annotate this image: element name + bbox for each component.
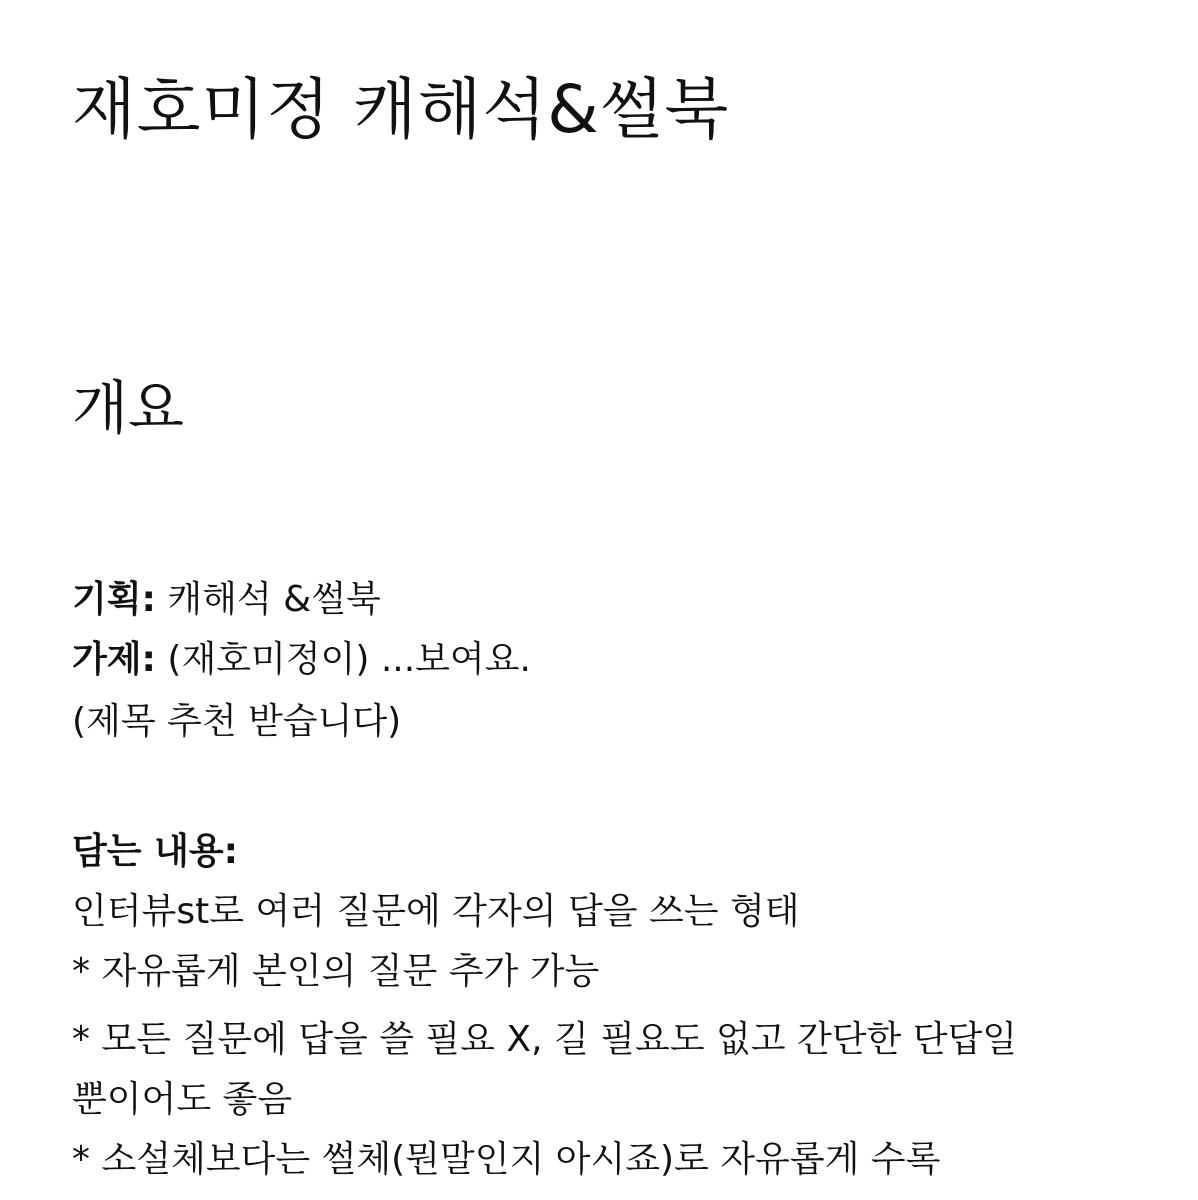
contents-line: 뿐이어도 좋음 xyxy=(72,1079,293,1120)
contents-line: * 자유롭게 본인의 질문 추가 가능 xyxy=(72,951,600,992)
plan-line xyxy=(72,574,381,626)
contents-line: * 모든 질문에 답을 쓸 필요 X, 길 필요도 없고 간단한 단답일 xyxy=(72,1019,1018,1060)
contents-label: 담는 내용: xyxy=(72,831,239,872)
document-title: 재호미정 캐해석&썰북 xyxy=(72,71,730,148)
contents-line: 인터뷰st로 여러 질문에 각자의 답을 쓰는 형태 xyxy=(72,891,800,932)
working-title-label: 가제: xyxy=(72,639,156,680)
plan-label: 기획: xyxy=(72,579,156,620)
working-title-line xyxy=(72,634,531,686)
working-title-value: (재호미정이) ...보여요. xyxy=(167,639,531,680)
title-note: (제목 추천 받습니다) xyxy=(72,701,402,742)
section-heading-overview: 개요 xyxy=(72,374,185,442)
contents-line: * 소설체보다는 썰체(뭔말인지 아시죠)로 자유롭게 수록 xyxy=(72,1139,941,1180)
plan-value: 캐해석 &썰북 xyxy=(167,579,381,620)
